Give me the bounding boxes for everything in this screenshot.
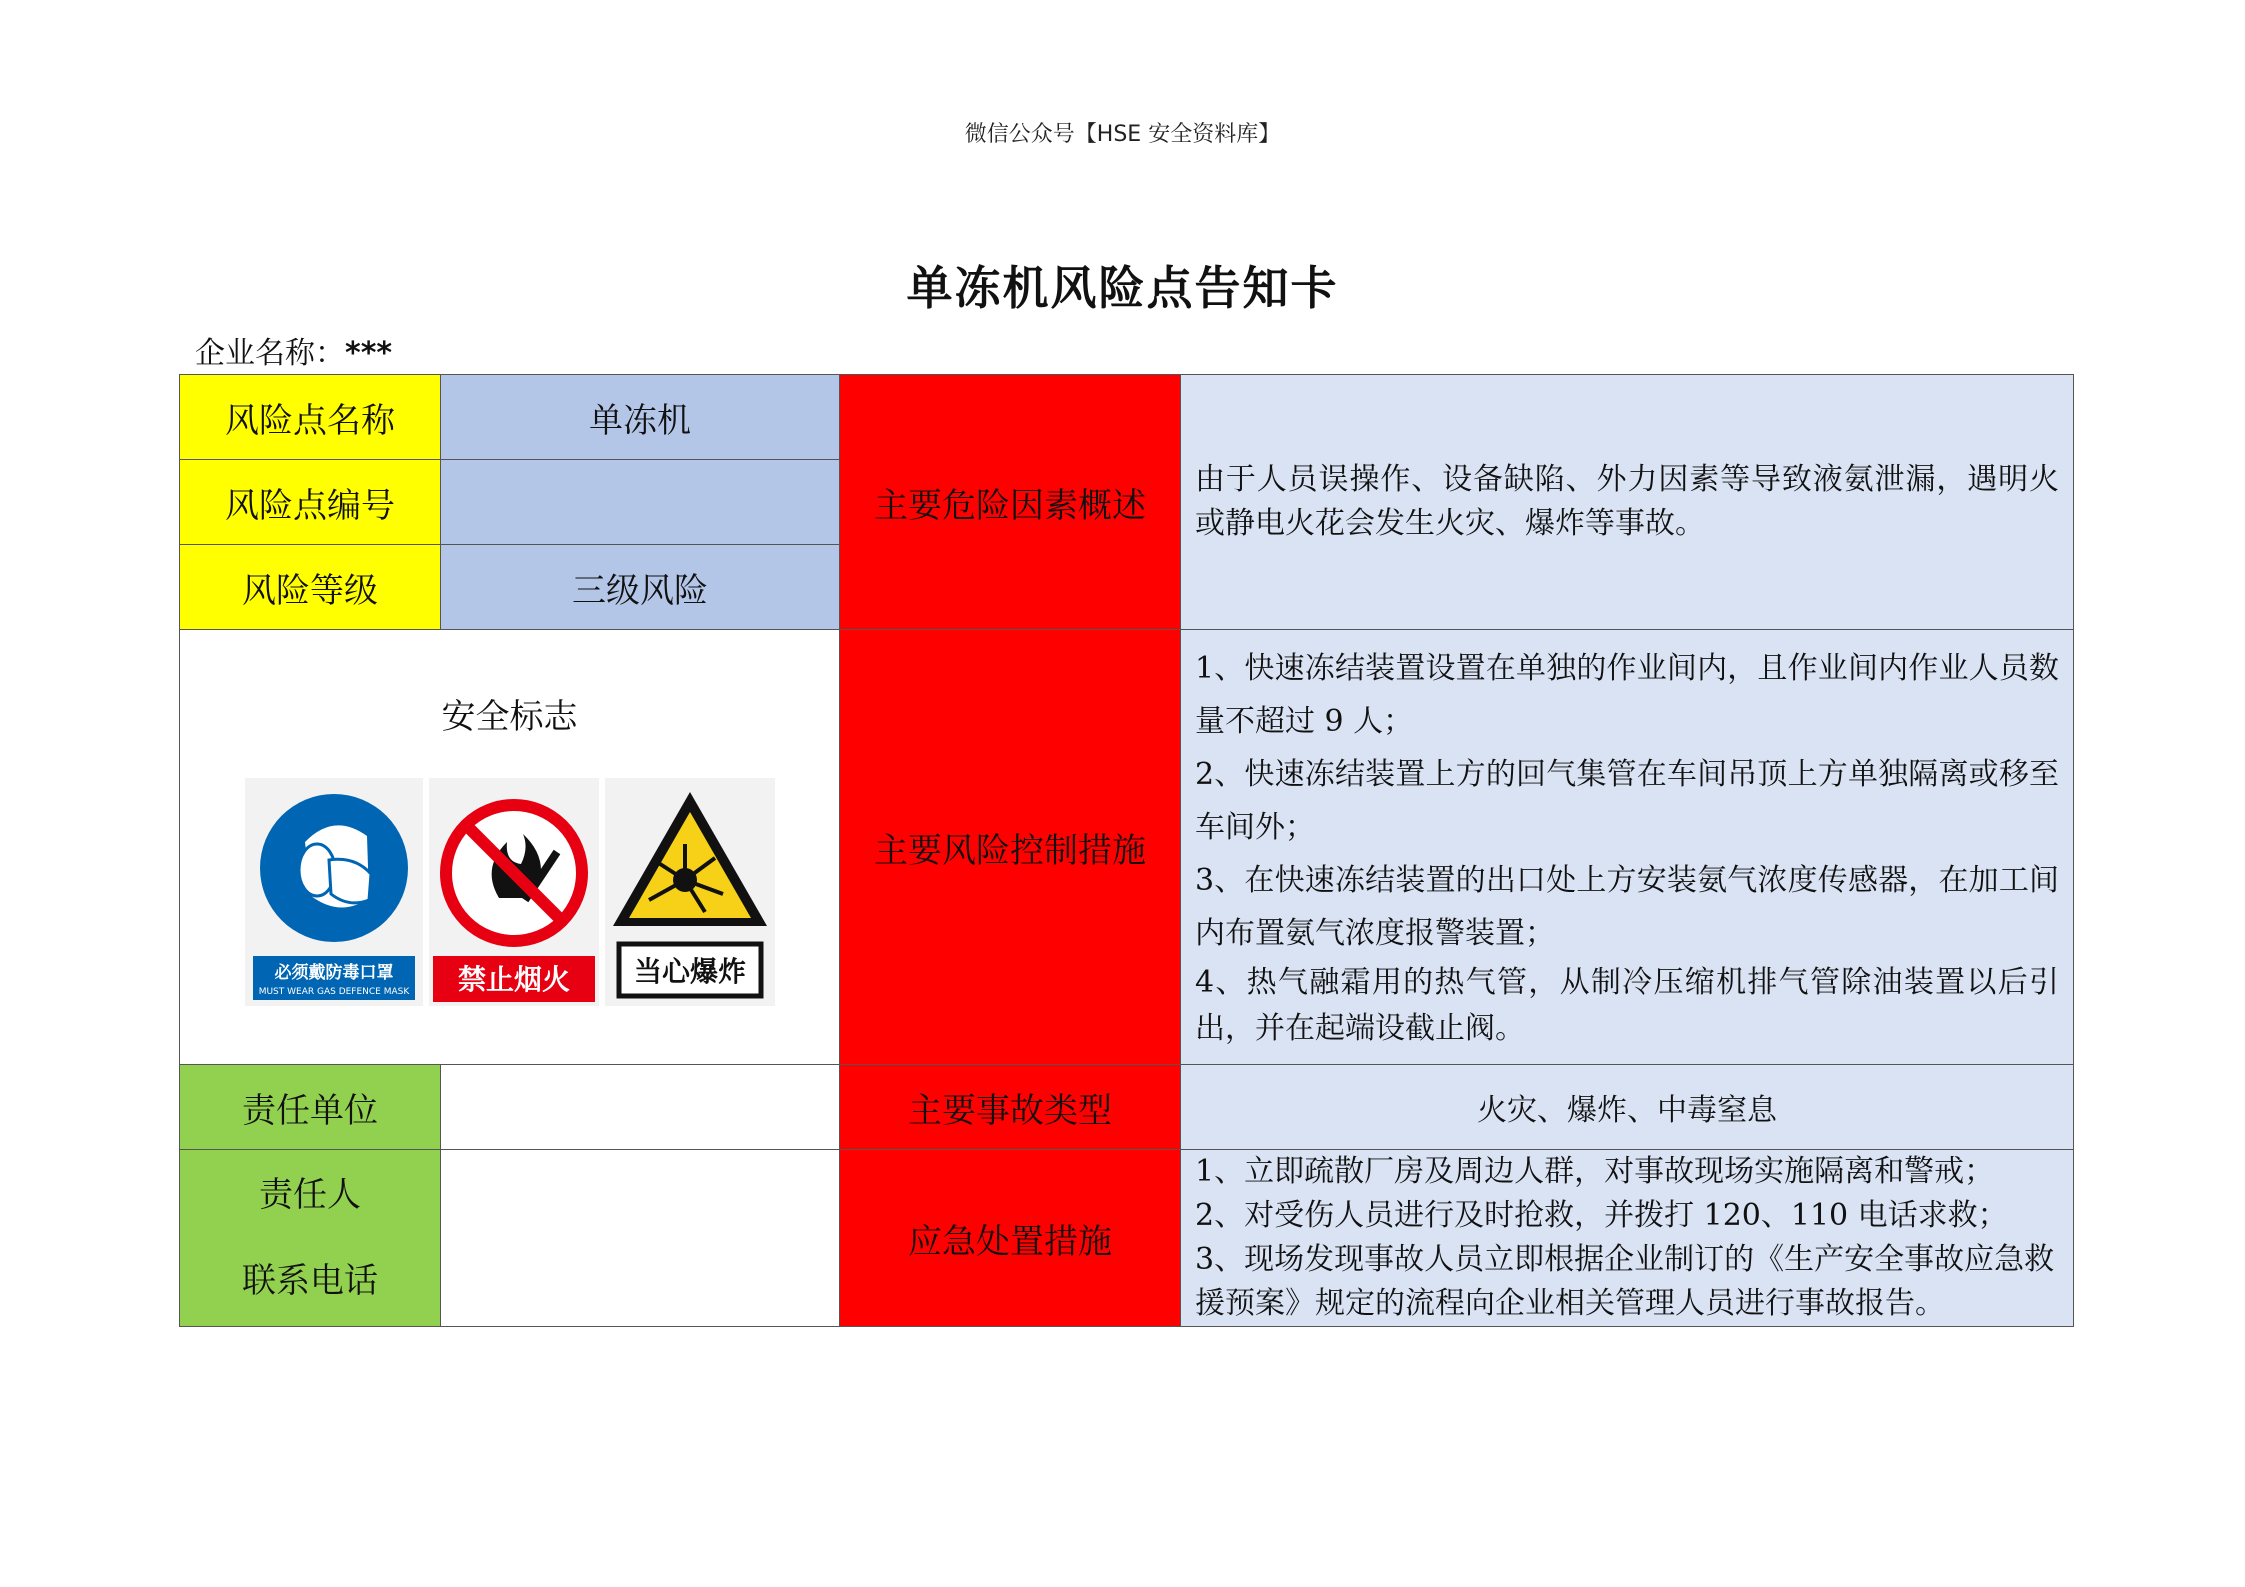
emergency-item: 1、立即疏散厂房及周边人群，对事故现场实施隔离和警戒； bbox=[1195, 1154, 1995, 1189]
no-fire-prohibition-icon bbox=[429, 778, 599, 1006]
page-title: 单冻机风险点告知卡 bbox=[906, 261, 1339, 315]
control-measures-label: 主要风险控制措施 bbox=[840, 630, 1181, 1065]
emergency-item: 2、对受伤人员进行及时抢救，并拨打 120、110 电话求救； bbox=[1195, 1198, 2008, 1233]
explosion-caption: 当心爆炸 bbox=[633, 954, 746, 988]
gas-mask-caption-en: MUST WEAR GAS DEFENCE MASK bbox=[258, 986, 409, 997]
emergency-label: 应急处置措施 bbox=[840, 1150, 1181, 1327]
header-note: 微信公众号【HSE 安全资料库】 bbox=[964, 122, 1281, 147]
no-fire-caption: 禁止烟火 bbox=[457, 962, 570, 996]
risk-code-label: 风险点编号 bbox=[180, 460, 441, 545]
hazard-overview-label: 主要危险因素概述 bbox=[840, 375, 1181, 630]
accident-types-label: 主要事故类型 bbox=[840, 1065, 1181, 1150]
accident-types-value: 火灾、爆炸、中毒窒息 bbox=[1181, 1065, 2074, 1150]
explosion-warning-icon bbox=[605, 778, 775, 1006]
hazard-overview-text: 由于人员误操作、设备缺陷、外力因素等导致液氨泄漏，遇明火或静电火花会发生火灾、爆炸等事故。 bbox=[1181, 375, 2074, 630]
company-value: *** bbox=[345, 336, 393, 371]
control-measures-text bbox=[1181, 630, 2074, 1065]
safety-signs-panel bbox=[180, 630, 840, 1065]
company-name bbox=[195, 328, 392, 372]
responsible-person-value bbox=[441, 1150, 840, 1327]
control-measure-item: 3、在快速冻结装置的出口处上方安装氨气浓度传感器，在加工间内布置氨气浓度报警装置； bbox=[1195, 863, 2059, 951]
safety-signs-title: 安全标志 bbox=[441, 696, 578, 737]
company-label: 企业名称： bbox=[195, 336, 345, 371]
emergency-item: 3、现场发现事故人员立即根据企业制订的《生产安全事故应急救援预案》规定的流程向企业相关管理人员进行事故报告。 bbox=[1195, 1242, 2055, 1321]
risk-name-value: 单冻机 bbox=[441, 375, 840, 460]
risk-level-label: 风险等级 bbox=[180, 545, 441, 630]
risk-code-value bbox=[441, 460, 840, 545]
risk-card-table bbox=[179, 374, 2074, 1327]
risk-name-label: 风险点名称 bbox=[180, 375, 441, 460]
responsible-unit-value bbox=[441, 1065, 840, 1150]
responsible-person-label bbox=[180, 1150, 441, 1327]
control-measure-item: 1、快速冻结装置设置在单独的作业间内，且作业间内作业人员数量不超过 9 人； bbox=[1195, 651, 2059, 739]
risk-level-value: 三级风险 bbox=[441, 545, 840, 630]
gas-mask-caption: 必须戴防毒口罩 bbox=[274, 962, 393, 983]
responsible-unit-label: 责任单位 bbox=[180, 1065, 441, 1150]
contact-phone-title: 联系电话 bbox=[242, 1261, 378, 1301]
responsible-person-title: 责任人 bbox=[259, 1175, 361, 1215]
control-measure-item: 2、快速冻结装置上方的回气集管在车间吊顶上方单独隔离或移至车间外； bbox=[1195, 757, 2059, 845]
control-measure-item: 4、热气融霜用的热气管，从制冷压缩机排气管除油装置以后引出，并在起端设截止阀。 bbox=[1195, 965, 2059, 1046]
emergency-text bbox=[1181, 1150, 2074, 1327]
gas-mask-mandatory-icon bbox=[245, 778, 423, 1006]
